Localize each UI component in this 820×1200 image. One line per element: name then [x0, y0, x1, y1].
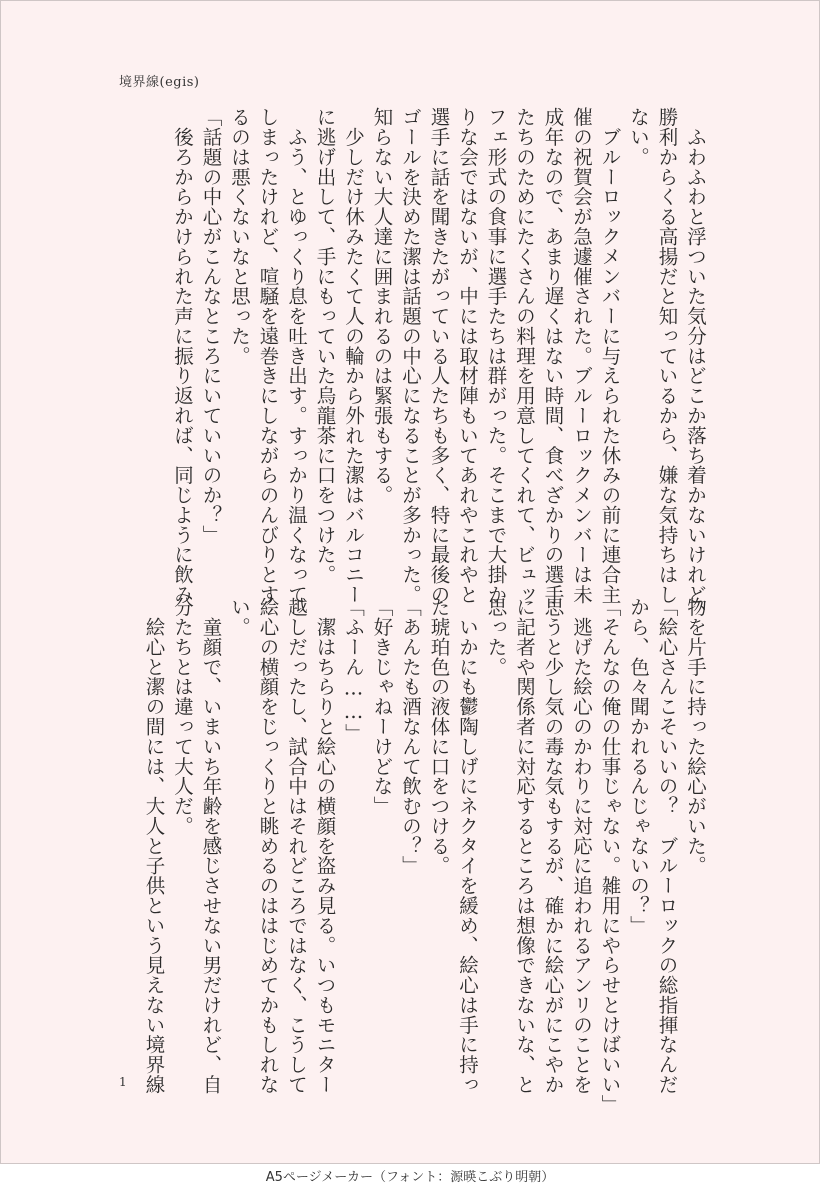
text-line: 思うと少し気の毒な気もするが、確かに絵心がにこやか: [541, 597, 565, 1095]
text-line: 「好きじゃねーけどな」: [370, 597, 394, 816]
text-line: い。: [228, 597, 251, 637]
text-line: 分たちとは違って大人だ。: [171, 597, 194, 836]
text-block-top: [168, 107, 710, 625]
text-line: から、色々聞かれるんじゃないの？」: [627, 597, 650, 936]
footer-caption: A5ページメーカー（フォント：源暎こぶり明朝）: [265, 1170, 555, 1185]
text-line: 絵心と潔の間には、大人と子供という見えない境界線: [142, 597, 166, 1095]
text-line: に記者や関係者に対応するところは想像できないな、と: [513, 597, 536, 1095]
text-line: 少しだけ休みたくて人の輪から外れた潔はバルコニー: [342, 107, 365, 605]
text-line: 物を片手に持った絵心がいた。: [684, 597, 707, 876]
text-line: ない。: [627, 107, 650, 167]
text-line: 「ふーん……」: [342, 597, 365, 744]
text-line: ゴールを決めた潔は話題の中心になることが多かった。: [399, 107, 422, 605]
text-line: 潔はちらりと絵心の横顔を盗み見る。いつもモニター: [313, 597, 337, 1095]
text-line: たちのためにたくさんの料理を用意してくれて、ビュッ: [513, 107, 536, 605]
text-line: に逃げ出して、手にもっていた烏龍茶に口をつけた。: [313, 107, 337, 585]
text-line: 「話題の中心がこんなところにいていいのか？」: [199, 107, 223, 545]
text-line: 選手に話を聞きたがっている人たちも多く、特に最後の: [427, 107, 451, 605]
text-line: フェ形式の食事に選手たちは群がった。そこまで大掛か: [484, 107, 508, 605]
text-line: ブルーロックメンバーに与えられた休みの前に連合主: [598, 107, 622, 605]
text-line: 越しだったし、試合中はそれどころではなく、こうして: [285, 597, 308, 1095]
text-line: りな会ではないが、中には取材陣もいてあれやこれやと: [456, 107, 479, 605]
page-header-title: 境界線(egis): [119, 75, 200, 90]
text-line: るのは悪くないなと思った。: [228, 107, 251, 366]
text-line: 逃げた絵心のかわりに対応に追われるアンリのことを: [570, 597, 593, 1095]
text-block-bottom: [139, 597, 709, 1115]
text-line: いかにも鬱陶しげにネクタイを緩め、絵心は手に持っ: [456, 597, 479, 1095]
text-line: 勝利からくる高揚だと知っているから、嫌な気持ちはし: [655, 107, 679, 605]
text-line: た琥珀色の液体に口をつける。: [427, 597, 451, 876]
text-line: しまったけれど、喧騒を遠巻きにしながらのんびりとす: [256, 107, 280, 605]
text-line: ふう、とゆっくり息を吐き出す。すっかり温くなって: [285, 107, 308, 605]
text-line: 知らない大人達に囲まれるのは緊張もする。: [370, 107, 394, 505]
text-line: 催の祝賀会が急遽催された。ブルーロックメンバーは未: [570, 107, 593, 605]
text-line: 童顔で、いまいち年齢を感じさせない男だけれど、自: [199, 597, 223, 1095]
text-line: ふわふわと浮ついた気分はどこか落ち着かないけれど、: [684, 107, 707, 625]
page-number: 1: [119, 1075, 127, 1089]
text-line: 絵心の横顔をじっくりと眺めるのははじめてかもしれな: [256, 597, 280, 1095]
text-line: 「絵心さんこそいいの？ ブルーロックの総指揮なんだ: [655, 597, 679, 1095]
text-line: 後ろからかけられた声に振り返れば、同じように飲み: [171, 107, 194, 605]
text-line: 「あんたも酒なんて飲むの？」: [399, 597, 422, 876]
text-line: 思った。: [484, 597, 508, 677]
text-line: 成年なので、あまり遅くはない時間、食べざかりの選手: [541, 107, 565, 605]
text-line: 「そんなの俺の仕事じゃない。雑用にやらせとけばいい」: [598, 597, 622, 1115]
